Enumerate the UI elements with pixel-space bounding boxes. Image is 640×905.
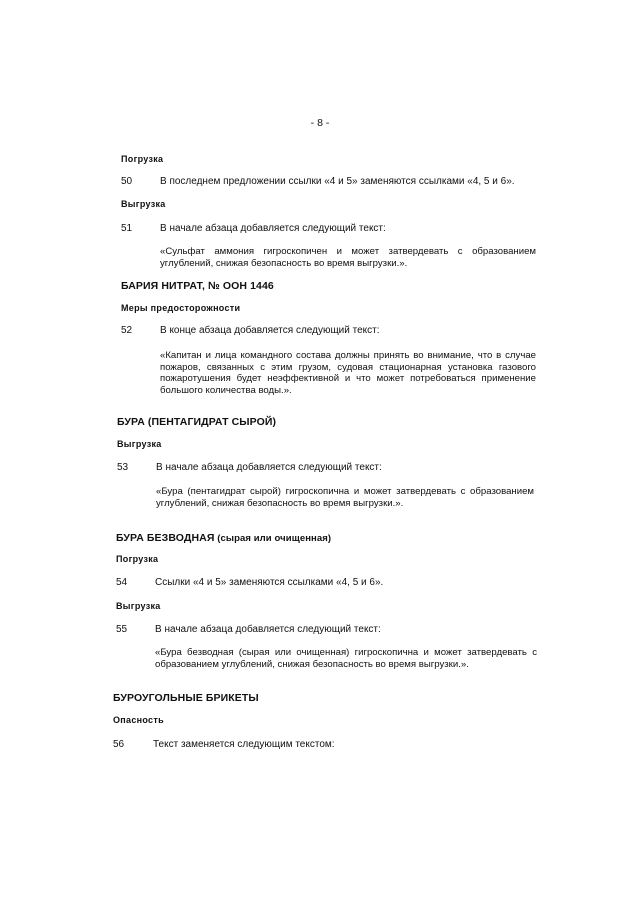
quote-line: углублений, снижая безопасность во время выгрузки.». xyxy=(156,497,404,509)
subheading-unloading: Выгрузка xyxy=(117,439,162,449)
subheading-unloading: Выгрузка xyxy=(121,199,166,209)
item-number-55: 55 xyxy=(116,624,128,635)
heading-qualifier: (сырая или очищенная) xyxy=(214,533,332,544)
quote-53 xyxy=(156,486,534,509)
item-number-51: 51 xyxy=(121,223,133,234)
subheading-precautions: Меры предосторожности xyxy=(121,303,241,313)
item-number-56: 56 xyxy=(113,739,125,750)
quote-line: «Капитан и лица командного состава должны принять во внимание, что в случае xyxy=(160,350,536,361)
quote-line: «Бура безводная (сырая или очищенная) гигроскопична и может затвердевать с xyxy=(155,647,537,658)
item-text-55: В начале абзаца добавляется следующий текст: xyxy=(155,624,381,635)
subheading-loading: Погрузка xyxy=(121,154,164,164)
heading-barium-nitrate: БАРИЯ НИТРАТ, № ООН 1446 xyxy=(121,280,274,292)
item-text-56: Текст заменяется следующим текстом: xyxy=(153,739,335,750)
quote-line: углублений, снижая безопасность во время выгрузки.». xyxy=(160,257,408,269)
subheading-unloading: Выгрузка xyxy=(116,601,161,611)
heading-borax-anhydrous xyxy=(116,532,331,544)
item-number-50: 50 xyxy=(121,176,133,187)
quote-line: пожаров, связанных с этим грузом, судовая стационарная установка газового xyxy=(160,361,536,373)
heading-main: БУРА БЕЗВОДНАЯ xyxy=(116,532,215,544)
subheading-loading: Погрузка xyxy=(116,554,159,564)
quote-line: «Бура (пентагидрат сырой) гигроскопична и может затвердевать с образованием xyxy=(156,486,534,497)
quote-52 xyxy=(160,350,536,396)
heading-borax-pentahydrate: БУРА (ПЕНТАГИДРАТ СЫРОЙ) xyxy=(117,416,277,428)
subheading-hazard: Опасность xyxy=(113,715,164,725)
quote-line: большого количества воды.». xyxy=(160,384,292,396)
quote-line: пожаротушения будет неэффективной и что может потребоваться применение xyxy=(160,373,536,385)
item-text-53: В начале абзаца добавляется следующий текст: xyxy=(156,462,382,473)
heading-brown-coal-briquettes: БУРОУГОЛЬНЫЕ БРИКЕТЫ xyxy=(113,692,259,704)
page-number: - 8 - xyxy=(310,117,330,129)
item-text-54: Ссылки «4 и 5» заменяются ссылками «4, 5 и 6». xyxy=(155,577,384,588)
item-number-53: 53 xyxy=(117,462,129,473)
item-number-52: 52 xyxy=(121,325,133,336)
quote-line: «Сульфат аммония гигроскопичен и может затвердевать с образованием xyxy=(160,246,536,257)
quote-55 xyxy=(155,647,537,670)
quote-51 xyxy=(160,246,536,269)
quote-line: образованием углублений, снижая безопасность во время выгрузки.». xyxy=(155,658,469,670)
item-text-52: В конце абзаца добавляется следующий текст: xyxy=(160,325,380,336)
item-number-54: 54 xyxy=(116,577,128,588)
item-text-51: В начале абзаца добавляется следующий текст: xyxy=(160,223,386,234)
item-text-50: В последнем предложении ссылки «4 и 5» заменяются ссылками «4, 5 и 6». xyxy=(160,176,515,187)
